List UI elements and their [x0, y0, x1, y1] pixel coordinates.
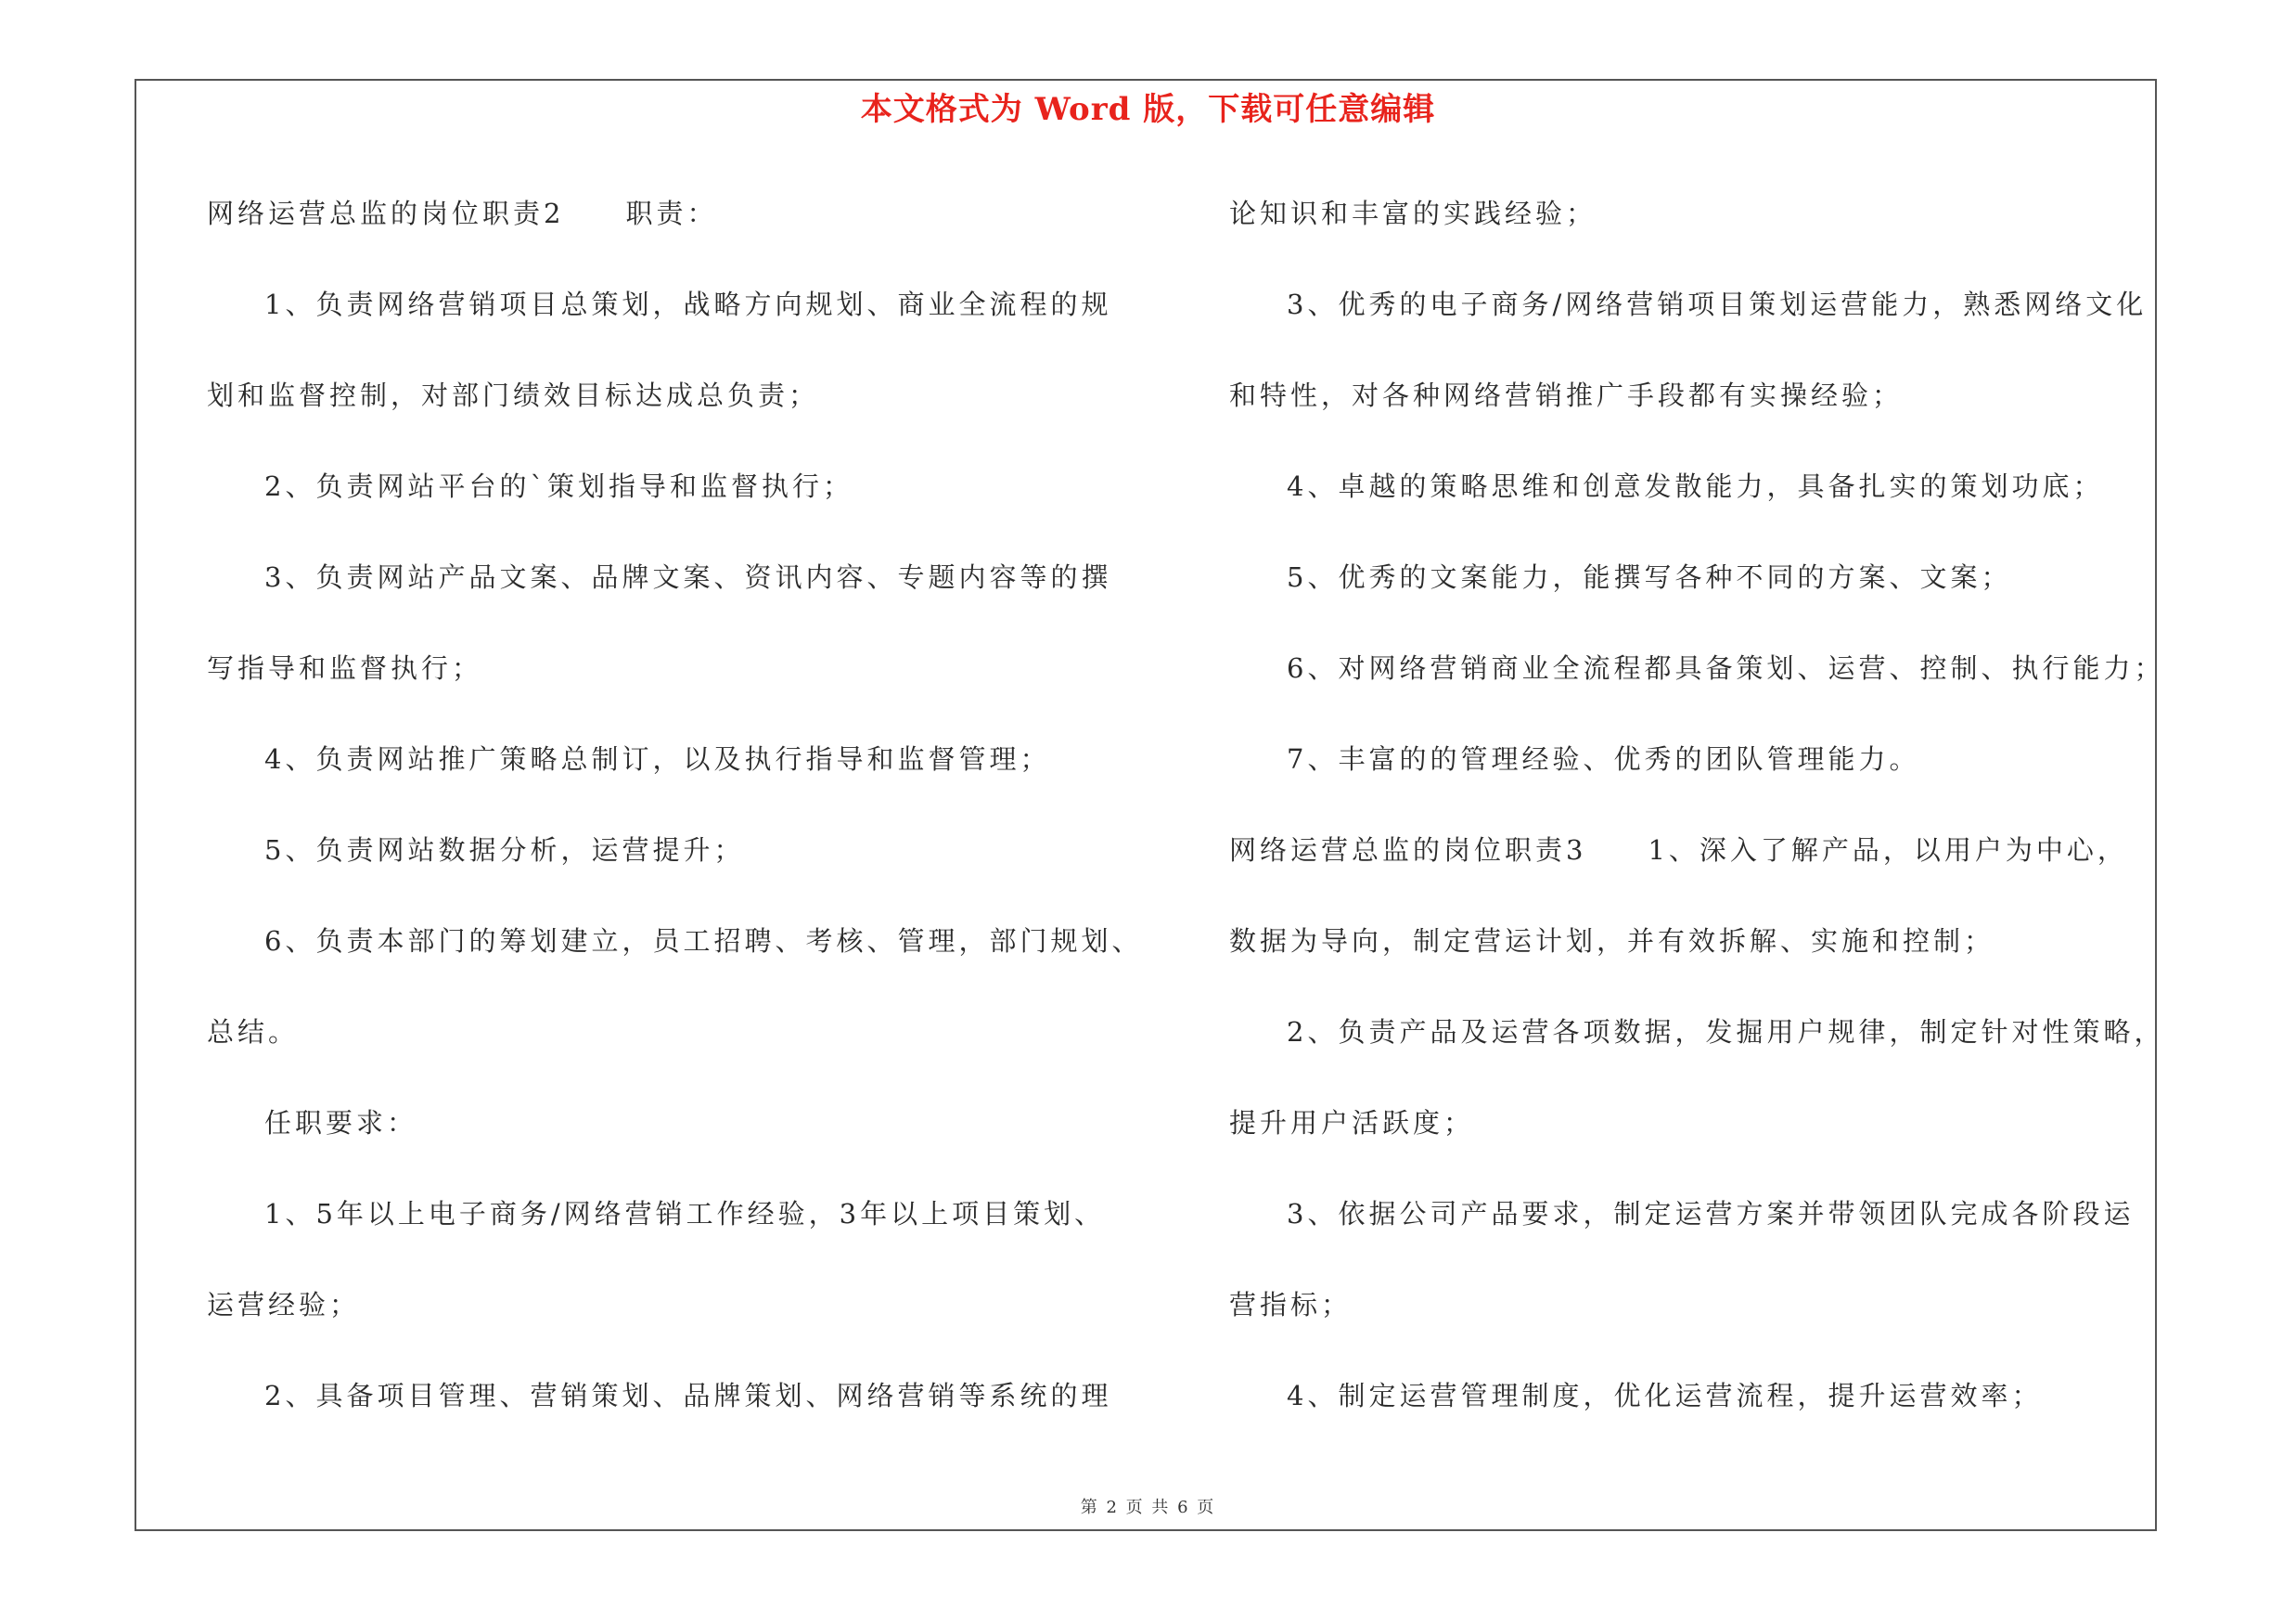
text-line: 数据为导向，制定营运计划，并有效拆解、实施和控制； — [1229, 925, 1995, 957]
text-line: 划和监督控制，对部门绩效目标达成总负责； — [207, 380, 820, 411]
text-line: 6、对网络营销商业全流程都具备策划、运营、控制、执行能力； — [1287, 652, 2165, 684]
text-line: 1、5年以上电子商务/网络营销工作经验，3年以上项目策划、 — [264, 1198, 1106, 1230]
text-line: 任职要求： — [264, 1107, 418, 1139]
text-line: 论知识和丰富的实践经验； — [1229, 198, 1597, 229]
left-column — [207, 181, 1172, 1454]
text-line: 5、优秀的文案能力，能撰写各种不同的方案、文案； — [1287, 561, 2012, 593]
text-line: 网络运营总监的岗位职责3 1、深入了解产品，以用户为中心， — [1229, 834, 2128, 866]
text-line: 2、负责网站平台的`策划指导和监督执行； — [264, 470, 853, 502]
right-column — [1229, 181, 2194, 1454]
text-line: 4、负责网站推广策略总制订，以及执行指导和监督管理； — [264, 743, 1051, 775]
text-line: 总结。 — [207, 1016, 300, 1048]
text-line: 运营经验； — [207, 1289, 361, 1320]
text-line: 7、丰富的的管理经验、优秀的团队管理能力。 — [1287, 743, 1920, 775]
text-line: 营指标； — [1229, 1289, 1353, 1320]
text-line: 4、卓越的策略思维和创意发散能力，具备扎实的策划功底； — [1287, 470, 2104, 502]
text-line: 3、负责网站产品文案、品牌文案、资讯内容、专题内容等的撰 — [264, 561, 1112, 593]
text-line: 网络运营总监的岗位职责2 职责： — [207, 198, 718, 229]
text-line: 2、负责产品及运营各项数据，发掘用户规律，制定针对性策略， — [1287, 1016, 2165, 1048]
text-line: 1、负责网络营销项目总策划，战略方向规划、商业全流程的规 — [264, 289, 1112, 320]
text-line: 写指导和监督执行； — [207, 652, 483, 684]
document-header: 本文格式为 Word 版，下载可任意编辑 — [860, 91, 1436, 128]
text-line: 2、具备项目管理、营销策划、品牌策划、网络营销等系统的理 — [264, 1380, 1112, 1411]
page-footer: 第 2 页 共 6 页 — [1080, 1498, 1216, 1517]
text-line: 提升用户活跃度； — [1229, 1107, 1475, 1139]
text-line: 3、优秀的电子商务/网络营销项目策划运营能力，熟悉网络文化 — [1287, 289, 2148, 320]
text-line: 6、负责本部门的筹划建立，员工招聘、考核、管理，部门规划、 — [264, 925, 1143, 957]
text-line: 4、制定运营管理制度，优化运营流程，提升运营效率； — [1287, 1380, 2043, 1411]
text-line: 和特性，对各种网络营销推广手段都有实操经验； — [1229, 380, 1904, 411]
text-line: 3、依据公司产品要求，制定运营方案并带领团队完成各阶段运 — [1287, 1198, 2135, 1230]
text-line: 5、负责网站数据分析，运营提升； — [264, 834, 745, 866]
